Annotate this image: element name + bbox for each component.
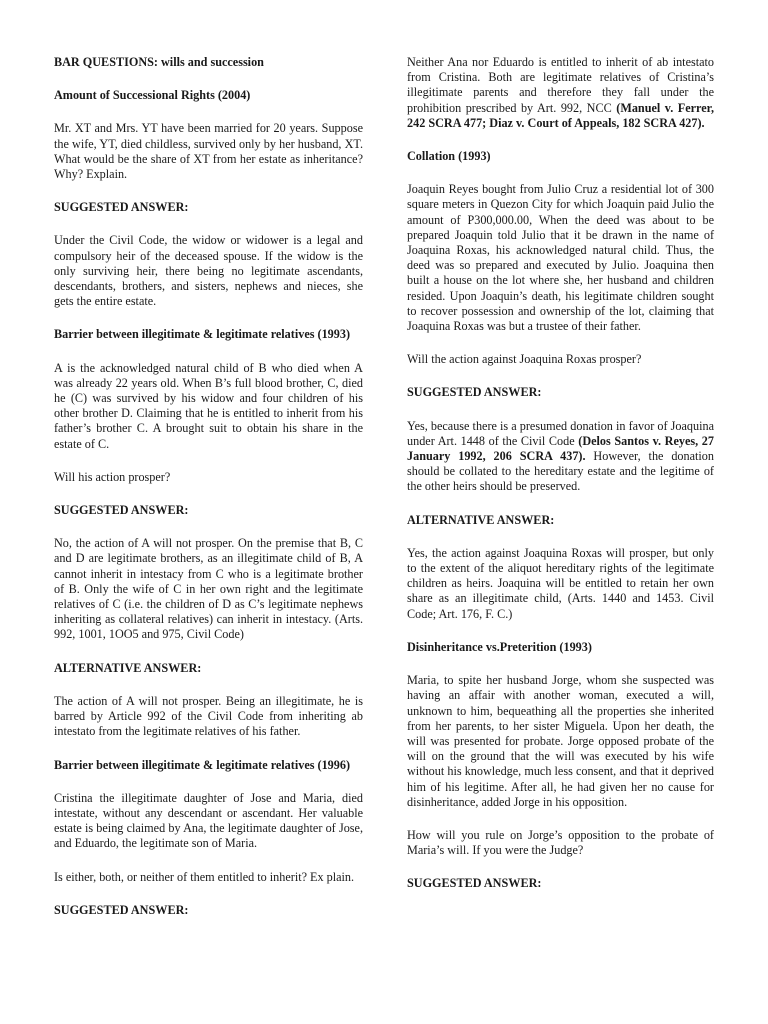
section-heading-barrier-1993: Barrier between illegitimate & legitimate relatives (1993) bbox=[54, 327, 351, 342]
question-paragraph: Joaquin Reyes bought from Julio Cruz a residential lot of 300 square meters in Quezon City for which Joaquin paid Julio the amount of P300,000.00, When the deed was about to be prepared Joaquin told Julio that it be drawn in the name of Joaquina Roxas, his acknowledged natural child. Thus, the deed was so prepared and executed by Julio. Joaquina then built a house on the lot where she, her husband and children resided. Upon Joaquin’s death, his legitimate children sought to recover possession and ownership of the lot, claiming that Joaquina Roxas was but a trustee of their father. bbox=[407, 182, 714, 334]
answer-text: Neither Ana nor Eduardo is entitled to inherit of ab intestato from Cristina. Both are legitimate relatives of Cristina’s illegitimate parents and therefore they fall under the prohibition prescribed by Art. 992, NCC bbox=[407, 55, 714, 115]
section-heading-disinheritance: Disinheritance vs.Preterition (1993) bbox=[407, 639, 592, 654]
answer-paragraph bbox=[407, 419, 714, 495]
suggested-answer-label: SUGGESTED ANSWER: bbox=[54, 200, 189, 215]
suggested-answer-label: SUGGESTED ANSWER: bbox=[407, 385, 542, 400]
answer-text: Yes, because there is a presumed donation in favor of Joaquina under Art. 1448 of the Civil Code bbox=[407, 418, 714, 448]
suggested-answer-label: SUGGESTED ANSWER: bbox=[407, 876, 542, 891]
question-paragraph: Will his action prosper? bbox=[54, 469, 171, 484]
question-paragraph: Mr. XT and Mrs. YT have been married for 20 years. Suppose the wife, YT, died childless, survived only by her husband, XT. What would be the share of XT from her estate as inheritance? Why? Explain. bbox=[54, 121, 363, 182]
section-heading-barrier-1996: Barrier between illegitimate & legitimate relatives (1996) bbox=[54, 757, 351, 772]
alternative-answer-label: ALTERNATIVE ANSWER: bbox=[407, 512, 555, 527]
question-paragraph: Cristina the illegitimate daughter of Jose and Maria, died intestate, without any descendant or ascendant. Her valuable estate is being claimed by Ana, the legitimate daughter of Jose, and Eduardo, the legitimate son of Maria. bbox=[54, 790, 363, 851]
answer-paragraph: The action of A will not prosper. Being an illegitimate, he is barred by Article 992 of the Civil Code from inheriting ab intestato from the legitimate relatives of his father. bbox=[54, 693, 363, 739]
section-heading-successional-rights: Amount of Successional Rights (2004) bbox=[54, 88, 251, 103]
section-heading-collation: Collation (1993) bbox=[407, 149, 491, 164]
question-paragraph: Is either, both, or neither of them entitled to inherit? Ex plain. bbox=[54, 869, 355, 884]
answer-text: However, the donation should be collated to the hereditary estate and the legitime of the other heirs should be preserved. bbox=[407, 449, 714, 494]
answer-paragraph bbox=[407, 55, 714, 131]
document-title: BAR QUESTIONS: wills and succession bbox=[54, 55, 264, 69]
question-paragraph: Will the action against Joaquina Roxas prosper? bbox=[407, 352, 642, 367]
question-paragraph: Maria, to spite her husband Jorge, whom she suspected was having an affair with another woman, executed a will, unknown to him, bequeathing all the properties she inherited from her parents, to her sister Miguela. Upon her death, the will was presented for probate. Jorge opposed probate of the will on the ground that the will was executed by his wife without his knowledge, much less consent, and that it deprived him of his legitime. After all, he had given her no cause for disinheritance, added Jorge in his opposition. bbox=[407, 673, 714, 809]
right-column bbox=[407, 55, 714, 910]
suggested-answer-label: SUGGESTED ANSWER: bbox=[54, 503, 189, 518]
case-citation: (Delos Santos v. Reyes, 27 January 1992, 206 SCRA 437). bbox=[407, 433, 714, 464]
answer-paragraph: Under the Civil Code, the widow or widower is a legal and compulsory heir of the deceased spouse. If the widow is the only surviving heir, there being no legitimate ascendants, descendants, brothers, and sisters, nephews and nieces, she gets the entire estate. bbox=[54, 233, 363, 309]
case-citation: (Manuel v. Ferrer, 242 SCRA 477; Diaz v. Court of Appeals, 182 SCRA 427). bbox=[407, 100, 714, 130]
alternative-answer-label: ALTERNATIVE ANSWER: bbox=[54, 660, 202, 675]
answer-paragraph: Yes, the action against Joaquina Roxas will prosper, but only to the extent of the aliquot hereditary rights of the legitimate children as heirs. Joaquina will be entitled to retain her own share as an illegitimate child, (Arts. 1440 and 1453. Civil Code; Art. 176, F. C.) bbox=[407, 545, 714, 621]
suggested-answer-label: SUGGESTED ANSWER: bbox=[54, 902, 189, 917]
answer-paragraph: No, the action of A will not prosper. On the premise that B, C and D are legitimate brothers, as an illegitimate child of B, A cannot inherit in intestacy from C who is a legitimate brother of B. Only the wife of C in her own right and the legitimate relatives of C (i.e. the children of D as C’s legitimate nephews inheriting as collateral relatives) can inherit in intestacy. (Arts. 992, 1001, 1OO5 and 975, Civil Code) bbox=[54, 536, 363, 642]
question-paragraph: A is the acknowledged natural child of B who died when A was already 22 years old. When B’s full blood brother, C, died he (C) was survived by his widow and four children of his other brother D. Claiming that he is entitled to inherit from his father’s brother C. A brought suit to obtain his share in the estate of C. bbox=[54, 360, 363, 451]
left-column bbox=[54, 55, 363, 936]
question-paragraph: How will you rule on Jorge’s opposition to the probate of Maria’s will. If you were the Judge? bbox=[407, 827, 714, 858]
